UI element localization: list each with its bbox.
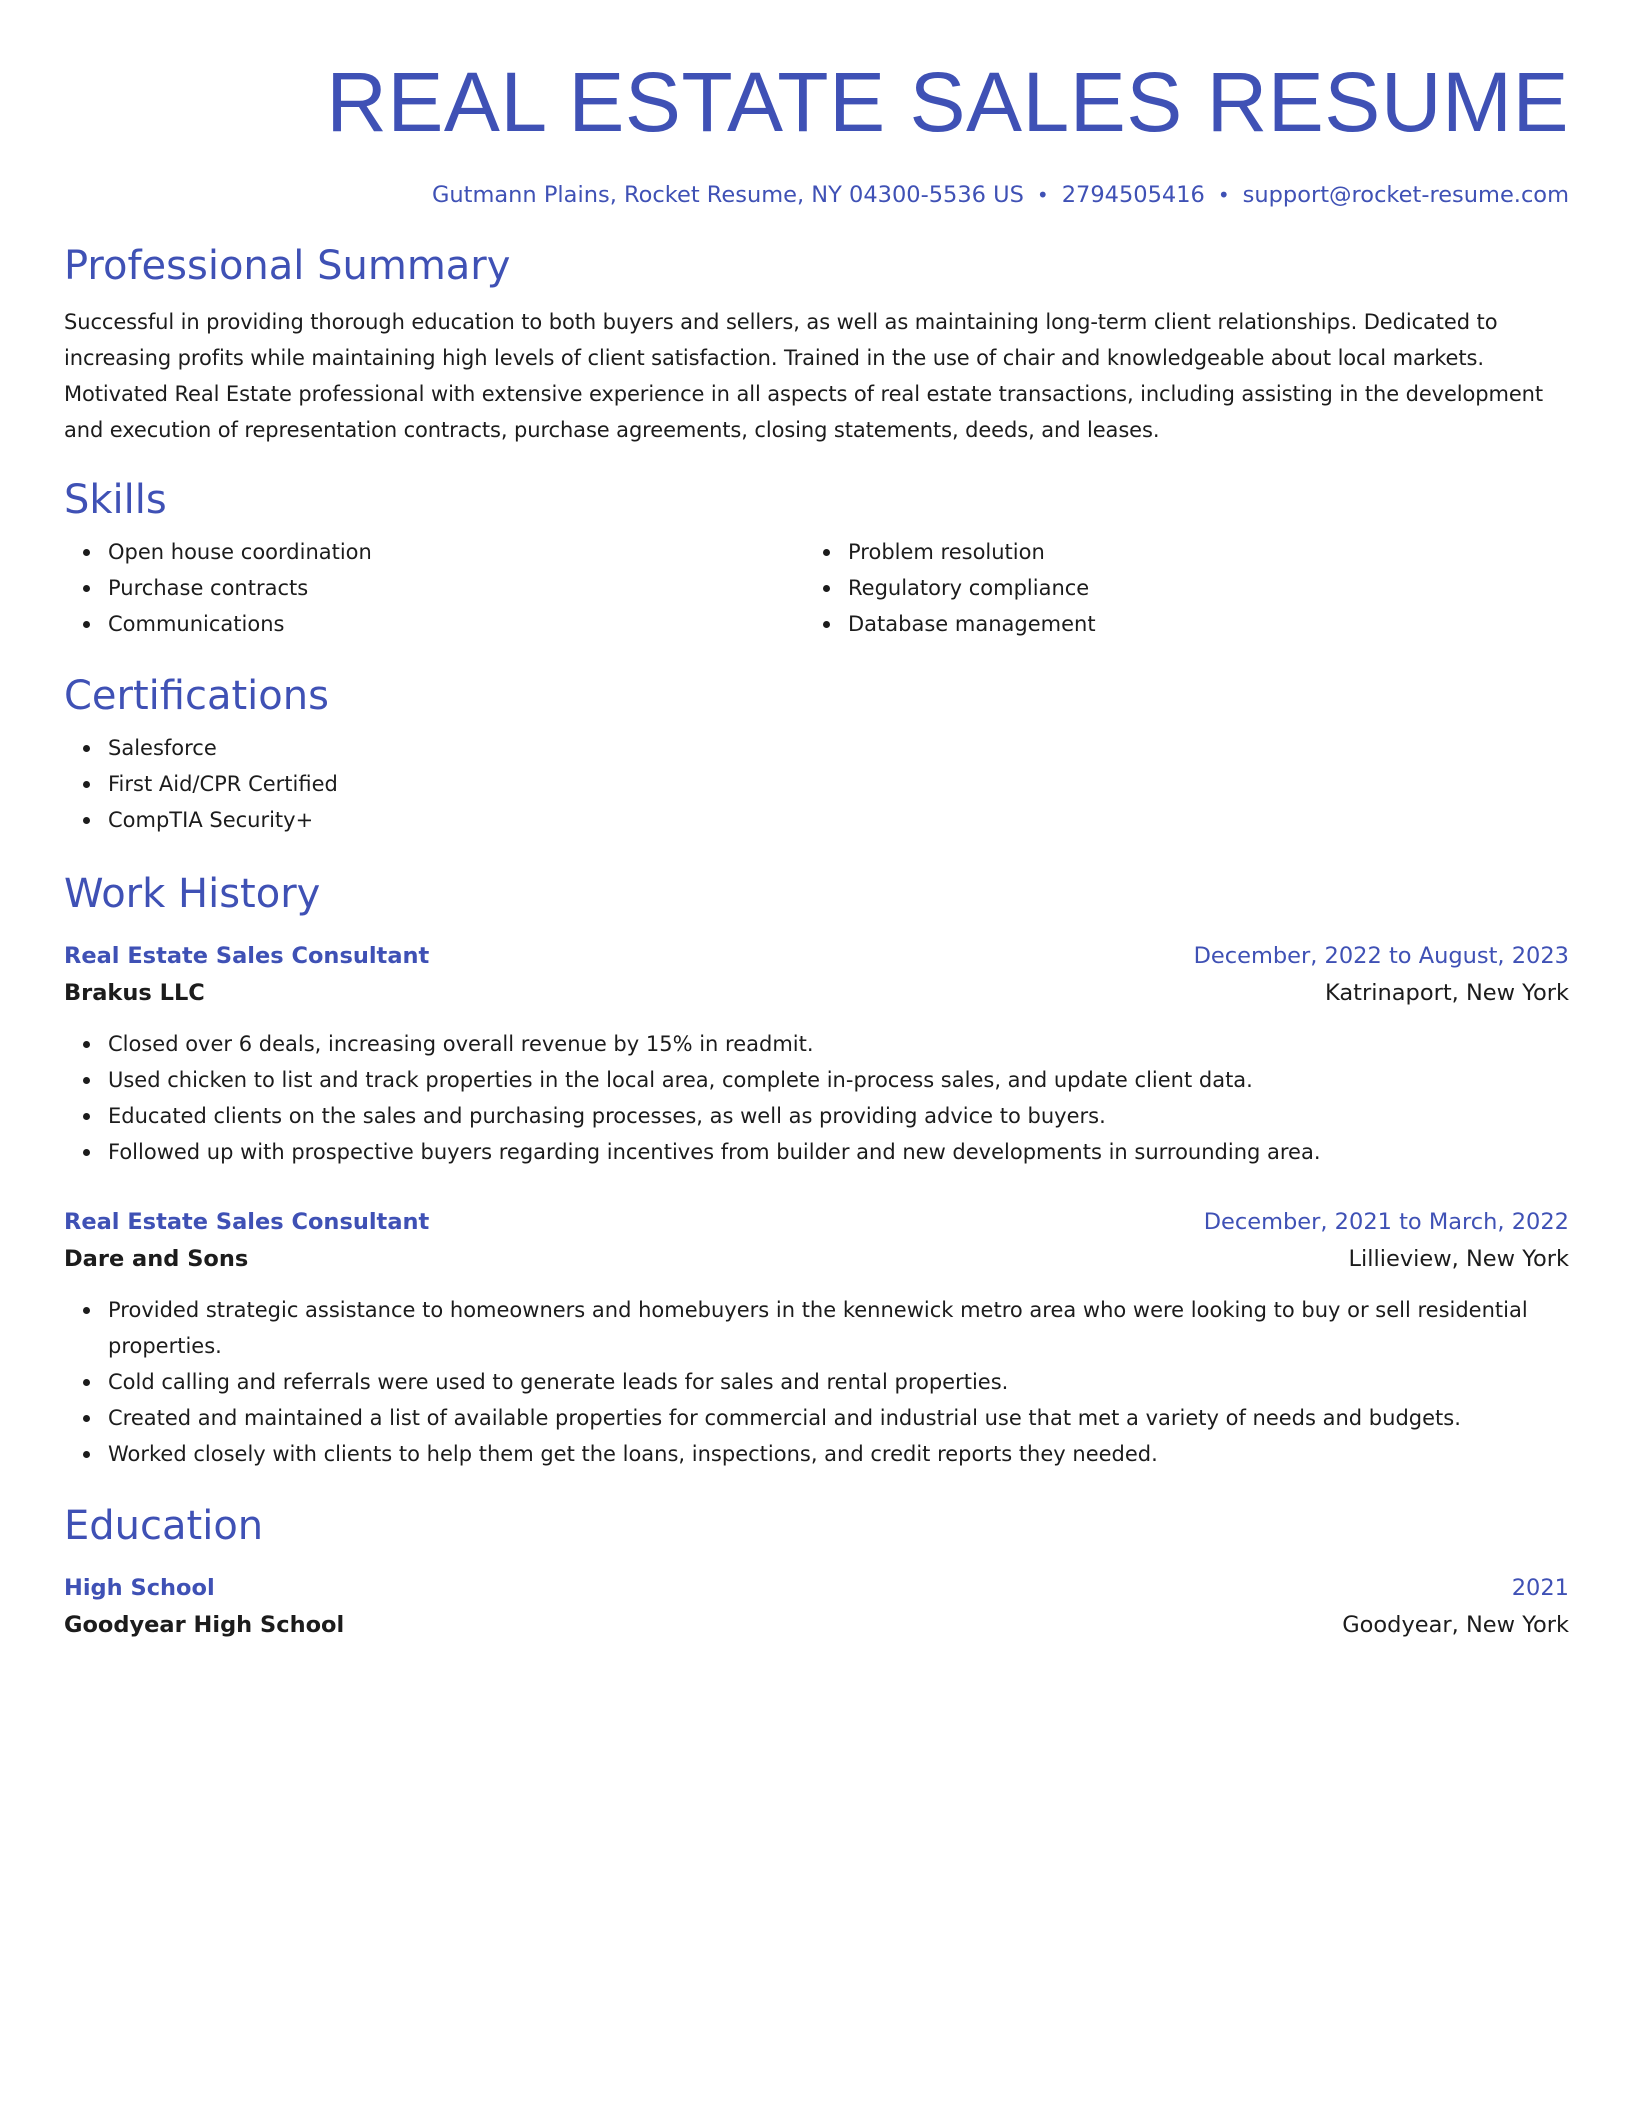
contact-line — [64, 180, 1569, 210]
skill-item: Communications — [108, 606, 804, 642]
skill-item: Database management — [848, 606, 1096, 642]
job-bullets — [64, 1292, 1569, 1472]
certification-item: CompTIA Security+ — [108, 802, 1569, 838]
job-company: Dare and Sons — [64, 1246, 249, 1272]
education-section — [64, 1500, 1569, 1644]
contact-address: Gutmann Plains, Rocket Resume, NY 04300-5536 US — [431, 182, 1024, 208]
job-company-row — [64, 974, 1569, 1012]
skills-grid — [64, 534, 1569, 642]
professional-summary-section — [64, 240, 1569, 448]
certification-item: Salesforce — [108, 730, 1569, 766]
section-title: Work History — [64, 871, 321, 917]
education-year: 2021 — [1511, 1575, 1569, 1601]
education-header-row — [64, 1570, 1569, 1606]
job-company: Brakus LLC — [64, 980, 205, 1006]
section-title: Education — [64, 1503, 264, 1549]
summary-text: Successful in providing thorough education to both buyers and sellers, as well as maintaining long-term client relationships. Dedicated to increasing profits while maintaining high levels of client satisfaction. Trained in the use of chair and knowledgeable about local markets. Motivated Real Estate professional with extensive experience in all aspects of real estate transactions, including assisting in the development and execution of representation contracts, purchase agreements, closing statements, deeds, and leases. — [64, 310, 1544, 442]
skills-section — [64, 474, 1569, 642]
skill-item: Open house coordination — [108, 534, 804, 570]
job-title: Real Estate Sales Consultant — [64, 1209, 430, 1235]
skill-item: Purchase contracts — [108, 570, 804, 606]
education-school: Goodyear High School — [64, 1612, 345, 1638]
job-bullet: Cold calling and referrals were used to generate leads for sales and rental properties. — [108, 1364, 1569, 1400]
job-dates: December, 2022 to August, 2023 — [1193, 943, 1569, 969]
skill-item: Problem resolution — [848, 534, 1096, 570]
job-bullet: Used chicken to list and track properties in the local area, complete in-process sales, and update client data. — [108, 1062, 1569, 1098]
certifications-section — [64, 670, 1569, 838]
job-bullet: Worked closely with clients to help them get the loans, inspections, and credit reports they needed. — [108, 1436, 1569, 1472]
resume-title: REAL ESTATE SALES RESUME — [326, 55, 1569, 149]
education-school-row — [64, 1606, 1569, 1644]
section-title: Certifications — [64, 673, 329, 719]
job-bullet: Educated clients on the sales and purchasing processes, as well as providing advice to buyers. — [108, 1098, 1569, 1134]
contact-phone: 2794505416 — [1061, 182, 1205, 208]
bullet-separator: • — [1217, 183, 1230, 207]
resume-header — [64, 52, 1569, 210]
job-header-row — [64, 938, 1569, 974]
skills-list-right — [804, 534, 1096, 642]
job-entry — [64, 938, 1569, 1170]
contact-email: support@rocket-resume.com — [1242, 182, 1569, 208]
job-bullet: Created and maintained a list of available properties for commercial and industrial use that met a variety of needs and budgets. — [108, 1400, 1569, 1436]
certifications-list — [64, 730, 1569, 838]
job-bullet: Closed over 6 deals, increasing overall revenue by 15% in readmit. — [108, 1026, 1569, 1062]
skill-item: Regulatory compliance — [848, 570, 1096, 606]
job-title: Real Estate Sales Consultant — [64, 943, 430, 969]
section-title: Skills — [64, 477, 167, 523]
job-location: Katrinaport, New York — [1325, 980, 1569, 1006]
education-location: Goodyear, New York — [1342, 1612, 1569, 1638]
job-header-row — [64, 1204, 1569, 1240]
education-degree: High School — [64, 1575, 215, 1601]
job-entry — [64, 1204, 1569, 1472]
job-bullet: Provided strategic assistance to homeowners and homebuyers in the kennewick metro area who were looking to buy or sell residential properties. — [108, 1292, 1569, 1364]
skills-list-left — [64, 534, 804, 642]
certification-item: First Aid/CPR Certified — [108, 766, 1569, 802]
work-history-section — [64, 868, 1569, 1472]
job-company-row — [64, 1240, 1569, 1278]
job-bullet: Followed up with prospective buyers regarding incentives from builder and new developments in surrounding area. — [108, 1134, 1569, 1170]
education-entry — [64, 1570, 1569, 1644]
section-title: Professional Summary — [64, 243, 511, 289]
job-location: Lillieview, New York — [1348, 1246, 1569, 1272]
bullet-separator: • — [1036, 183, 1049, 207]
job-dates: December, 2021 to March, 2022 — [1203, 1209, 1569, 1235]
job-bullets — [64, 1026, 1569, 1170]
